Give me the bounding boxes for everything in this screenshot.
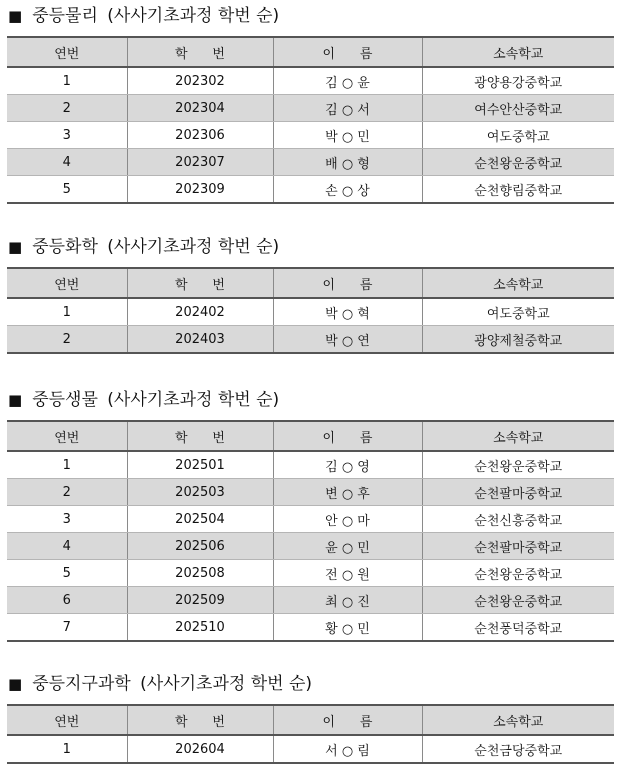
square-bullet-icon: ■ [8, 675, 23, 693]
header-id: 학 번 [127, 37, 273, 67]
section-heading [8, 386, 279, 414]
cell-name: 안 ○ 마 [273, 506, 422, 533]
square-bullet-icon: ■ [8, 238, 23, 256]
section-title: 중등화학 [32, 237, 98, 257]
table-row [7, 533, 614, 560]
student-table [7, 36, 614, 204]
cell-school: 순천팔마중학교 [422, 533, 614, 560]
cell-school: 광양용강중학교 [422, 67, 614, 95]
cell-id: 202304 [127, 95, 273, 122]
table-row [7, 326, 614, 354]
cell-school: 순천왕운중학교 [422, 149, 614, 176]
cell-name: 전 ○ 원 [273, 560, 422, 587]
cell-school: 광양제철중학교 [422, 326, 614, 354]
section-subtitle: (사사기초과정 학번 순) [107, 390, 280, 410]
cell-no: 7 [7, 614, 127, 642]
cell-school: 순천향림중학교 [422, 176, 614, 204]
cell-no: 4 [7, 149, 127, 176]
cell-id: 202307 [127, 149, 273, 176]
cell-id: 202504 [127, 506, 273, 533]
cell-name: 배 ○ 형 [273, 149, 422, 176]
header-id: 학 번 [127, 421, 273, 451]
student-table [7, 420, 614, 642]
table-row [7, 735, 614, 763]
section-heading [8, 2, 279, 30]
header-school: 소속학교 [422, 37, 614, 67]
cell-no: 5 [7, 560, 127, 587]
cell-no: 1 [7, 735, 127, 763]
cell-school: 순천왕운중학교 [422, 587, 614, 614]
cell-school: 여수안산중학교 [422, 95, 614, 122]
section-title: 중등지구과학 [32, 674, 131, 694]
header-name: 이 름 [273, 705, 422, 735]
cell-id: 202506 [127, 533, 273, 560]
cell-name: 박 ○ 민 [273, 122, 422, 149]
section-subtitle: (사사기초과정 학번 순) [107, 6, 280, 26]
cell-no: 2 [7, 326, 127, 354]
cell-school: 여도중학교 [422, 298, 614, 326]
section-title: 중등생물 [32, 390, 98, 410]
cell-name: 박 ○ 혁 [273, 298, 422, 326]
cell-name: 김 ○ 윤 [273, 67, 422, 95]
cell-no: 1 [7, 451, 127, 479]
cell-no: 5 [7, 176, 127, 204]
table-row [7, 122, 614, 149]
section-heading [8, 233, 279, 261]
header-no: 연번 [7, 705, 127, 735]
cell-school: 순천풍덕중학교 [422, 614, 614, 642]
cell-id: 202509 [127, 587, 273, 614]
cell-id: 202309 [127, 176, 273, 204]
header-school: 소속학교 [422, 268, 614, 298]
cell-no: 1 [7, 298, 127, 326]
cell-no: 3 [7, 506, 127, 533]
cell-school: 순천신흥중학교 [422, 506, 614, 533]
table-row [7, 176, 614, 204]
header-no: 연번 [7, 268, 127, 298]
cell-name: 김 ○ 서 [273, 95, 422, 122]
cell-name: 서 ○ 림 [273, 735, 422, 763]
table-row [7, 298, 614, 326]
header-id: 학 번 [127, 705, 273, 735]
cell-school: 순천금당중학교 [422, 735, 614, 763]
table-row [7, 67, 614, 95]
cell-name: 최 ○ 진 [273, 587, 422, 614]
cell-no: 4 [7, 533, 127, 560]
header-no: 연번 [7, 37, 127, 67]
square-bullet-icon: ■ [8, 391, 23, 409]
cell-name: 윤 ○ 민 [273, 533, 422, 560]
cell-name: 김 ○ 영 [273, 451, 422, 479]
cell-name: 손 ○ 상 [273, 176, 422, 204]
cell-id: 202402 [127, 298, 273, 326]
student-table [7, 704, 614, 764]
cell-id: 202403 [127, 326, 273, 354]
cell-name: 변 ○ 후 [273, 479, 422, 506]
cell-no: 2 [7, 479, 127, 506]
table-header-row [7, 705, 614, 735]
header-name: 이 름 [273, 37, 422, 67]
table-row [7, 149, 614, 176]
cell-no: 3 [7, 122, 127, 149]
header-no: 연번 [7, 421, 127, 451]
table-header-row [7, 37, 614, 67]
table-row [7, 587, 614, 614]
header-school: 소속학교 [422, 705, 614, 735]
table-row [7, 95, 614, 122]
section-heading [8, 670, 312, 698]
section-subtitle: (사사기초과정 학번 순) [107, 237, 280, 257]
table-row [7, 506, 614, 533]
cell-no: 2 [7, 95, 127, 122]
cell-no: 6 [7, 587, 127, 614]
table-row [7, 560, 614, 587]
table-row [7, 479, 614, 506]
cell-id: 202503 [127, 479, 273, 506]
square-bullet-icon: ■ [8, 7, 23, 25]
header-name: 이 름 [273, 268, 422, 298]
table-row [7, 451, 614, 479]
student-table [7, 267, 614, 354]
table-header-row [7, 268, 614, 298]
table-row [7, 614, 614, 642]
cell-school: 여도중학교 [422, 122, 614, 149]
cell-no: 1 [7, 67, 127, 95]
cell-name: 박 ○ 연 [273, 326, 422, 354]
cell-id: 202604 [127, 735, 273, 763]
cell-school: 순천팔마중학교 [422, 479, 614, 506]
header-id: 학 번 [127, 268, 273, 298]
cell-school: 순천왕운중학교 [422, 451, 614, 479]
header-school: 소속학교 [422, 421, 614, 451]
section-title: 중등물리 [32, 6, 98, 26]
cell-id: 202302 [127, 67, 273, 95]
cell-id: 202508 [127, 560, 273, 587]
cell-name: 황 ○ 민 [273, 614, 422, 642]
cell-id: 202306 [127, 122, 273, 149]
cell-id: 202501 [127, 451, 273, 479]
cell-school: 순천왕운중학교 [422, 560, 614, 587]
section-subtitle: (사사기초과정 학번 순) [140, 674, 313, 694]
cell-id: 202510 [127, 614, 273, 642]
table-header-row [7, 421, 614, 451]
header-name: 이 름 [273, 421, 422, 451]
